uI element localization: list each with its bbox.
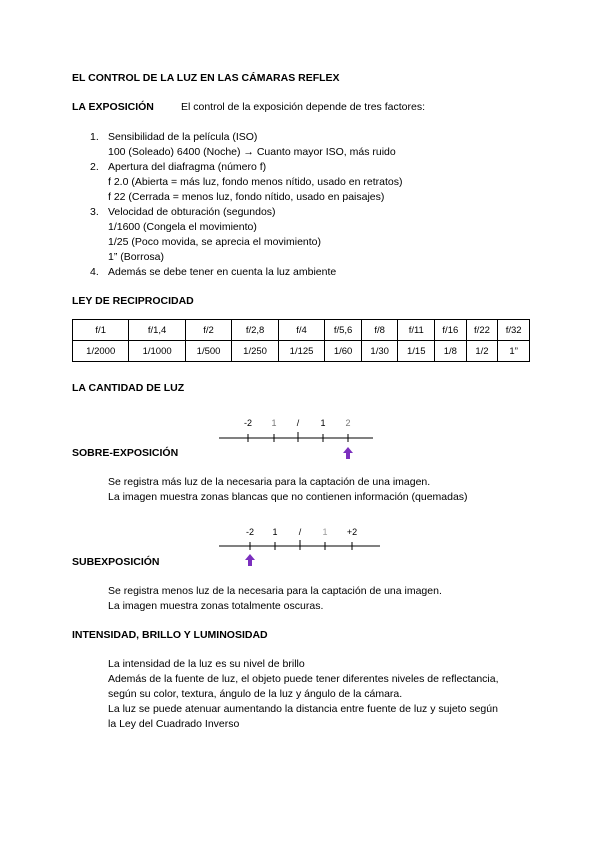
list-number: 1. bbox=[90, 131, 99, 143]
intensidad-line: La intensidad de la luz es su nivel de brillo bbox=[108, 658, 305, 670]
table-cell: f/22 bbox=[466, 320, 498, 341]
list-item: Apertura del diafragma (número f) bbox=[108, 161, 267, 173]
table-cell: f/5,6 bbox=[325, 320, 362, 341]
list-item: f 2.0 (Abierta = más luz, fondo menos nítido, usado en retratos) bbox=[108, 176, 403, 188]
list-item: Sensibilidad de la película (ISO) bbox=[108, 131, 258, 143]
sobre-line: Se registra más luz de la necesaria para la captación de una imagen. bbox=[108, 476, 431, 488]
sub-line: La imagen muestra zonas totalmente oscuras. bbox=[108, 600, 324, 612]
scale-label: -2 bbox=[243, 418, 253, 428]
table-cell: 1/15 bbox=[398, 341, 435, 362]
table-cell: f/1,4 bbox=[129, 320, 185, 341]
underexposure-scale bbox=[216, 524, 384, 572]
table-cell: 1/8 bbox=[435, 341, 467, 362]
table-cell: 1/250 bbox=[232, 341, 279, 362]
table-cell: 1/500 bbox=[185, 341, 232, 362]
scale-label: 1 bbox=[320, 418, 326, 428]
overexposure-scale bbox=[216, 414, 376, 462]
table-cell: f/1 bbox=[73, 320, 129, 341]
list-item: f 22 (Cerrada = menos luz, fondo nítido, usado en paisajes) bbox=[108, 191, 385, 203]
table-cell: f/2 bbox=[185, 320, 232, 341]
intensidad-line: la Ley del Cuadrado Inverso bbox=[108, 718, 240, 730]
scale-label: / bbox=[298, 527, 302, 537]
list-number: 3. bbox=[90, 206, 99, 218]
table-cell: 1” bbox=[498, 341, 530, 362]
list-item: 1” (Borrosa) bbox=[108, 251, 165, 263]
list-number: 2. bbox=[90, 161, 99, 173]
reciprocidad-heading: LEY DE RECIPROCIDAD bbox=[72, 295, 194, 307]
sobre-label: SOBRE-EXPOSICIÓN bbox=[72, 447, 179, 459]
scale-label: 2 bbox=[345, 418, 351, 428]
list-number: 4. bbox=[90, 266, 99, 278]
f-number-row bbox=[73, 320, 530, 341]
intensidad-line: Además de la fuente de luz, el objeto puede tener diferentes niveles de reflectancia, bbox=[108, 673, 499, 685]
intensidad-heading: INTENSIDAD, BRILLO Y LUMINOSIDAD bbox=[72, 629, 268, 641]
scale-label: 1 bbox=[272, 527, 278, 537]
sub-label: SUBEXPOSICIÓN bbox=[72, 556, 160, 568]
overexposure-marker-arrow-icon bbox=[343, 447, 353, 459]
table-cell: f/32 bbox=[498, 320, 530, 341]
table-cell: 1/125 bbox=[278, 341, 325, 362]
table-cell: 1/60 bbox=[325, 341, 362, 362]
table-cell: 1/2000 bbox=[73, 341, 129, 362]
table-cell: 1/2 bbox=[466, 341, 498, 362]
scale-label: / bbox=[296, 418, 300, 428]
table-cell: f/16 bbox=[435, 320, 467, 341]
list-item: Velocidad de obturación (segundos) bbox=[108, 206, 276, 218]
table-cell: f/8 bbox=[361, 320, 398, 341]
cantidad-heading: LA CANTIDAD DE LUZ bbox=[72, 382, 185, 394]
table-cell: f/11 bbox=[398, 320, 435, 341]
table-cell: 1/30 bbox=[361, 341, 398, 362]
scale-label: 1 bbox=[322, 527, 328, 537]
shutter-speed-row bbox=[73, 341, 530, 362]
sub-line: Se registra menos luz de la necesaria para la captación de una imagen. bbox=[108, 585, 442, 597]
intensidad-line: La luz se puede atenuar aumentando la distancia entre fuente de luz y sujeto según bbox=[108, 703, 498, 715]
document-title: EL CONTROL DE LA LUZ EN LAS CÁMARAS REFLEX bbox=[72, 72, 340, 84]
list-item: 100 (Soleado) 6400 (Noche) → Cuanto mayor ISO, más ruido bbox=[108, 146, 396, 158]
exposicion-intro: El control de la exposición depende de tres factores: bbox=[181, 101, 425, 113]
table-cell: f/4 bbox=[278, 320, 325, 341]
underexposure-marker-arrow-icon bbox=[245, 554, 255, 566]
scale-label: +2 bbox=[346, 527, 358, 537]
reciprocity-table bbox=[72, 319, 530, 362]
scale-label: -2 bbox=[245, 527, 255, 537]
sobre-line: La imagen muestra zonas blancas que no contienen información (quemadas) bbox=[108, 491, 468, 503]
list-item: Además se debe tener en cuenta la luz ambiente bbox=[108, 266, 337, 278]
list-item: 1/1600 (Congela el movimiento) bbox=[108, 221, 257, 233]
list-item: 1/25 (Poco movida, se aprecia el movimiento) bbox=[108, 236, 322, 248]
intensidad-line: según su color, textura, ángulo de la luz y ángulo de la cámara. bbox=[108, 688, 403, 700]
table-cell: 1/1000 bbox=[129, 341, 185, 362]
scale-label: 1 bbox=[271, 418, 277, 428]
table-cell: f/2,8 bbox=[232, 320, 279, 341]
exposicion-heading: LA EXPOSICIÓN bbox=[72, 101, 154, 113]
